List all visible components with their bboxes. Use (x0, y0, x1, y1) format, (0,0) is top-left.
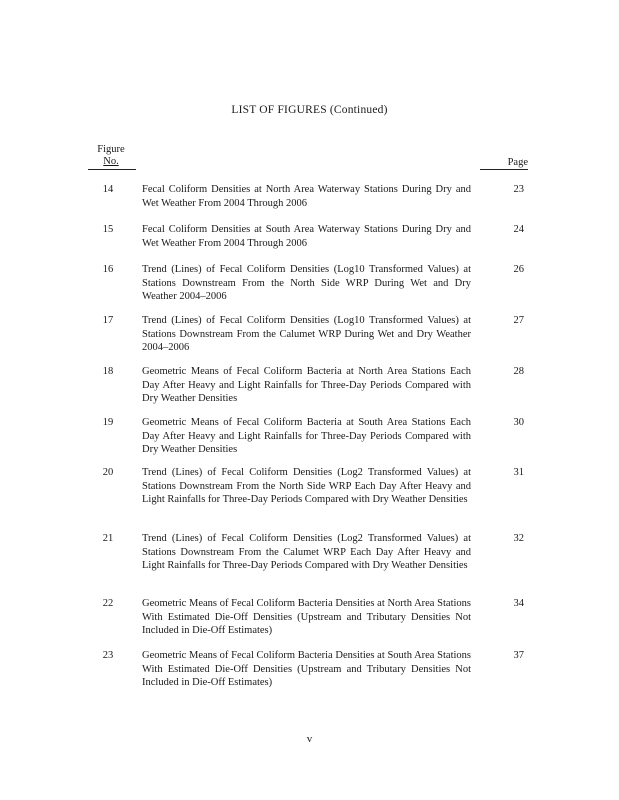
figure-header-bottom: No. (103, 156, 119, 167)
figure-caption: Trend (Lines) of Fecal Coliform Densities (Log10 Transformed Values) at Stations Downstream From the Calumet WRP During Wet and Dry Weather 2004–2006 (142, 315, 471, 353)
figure-caption: Fecal Coliform Densities at North Area Waterway Stations During Dry and Wet Weather From 2004 Through 2006 (142, 184, 471, 209)
figure-number: 22 (102, 598, 114, 609)
figure-caption: Geometric Means of Fecal Coliform Bacteria Densities at South Area Stations With Estimated Die-Off Densities (Upstream and Tributary Densities Not Included in Die-Off Estimates) (142, 650, 471, 688)
figure-number: 20 (102, 467, 114, 478)
figure-caption: Trend (Lines) of Fecal Coliform Densities (Log2 Transformed Values) at Stations Downstream From the North Side WRP Each Day After Heavy and Light Rainfalls for Three-Day Periods Compared with Dry Weather Densities (142, 467, 471, 505)
figure-header-top: Figure (97, 144, 125, 155)
figure-number-header (93, 144, 129, 168)
page-column-header: Page (480, 157, 528, 170)
figure-caption: Trend (Lines) of Fecal Coliform Densities (Log2 Transformed Values) at Stations Downstream From the Calumet WRP Each Day After Heavy and Light Rainfalls for Three-Day Periods Compared with Dry Weather Densities (142, 533, 471, 571)
figure-page-number: 30 (513, 417, 524, 428)
figure-caption: Fecal Coliform Densities at South Area Waterway Stations During Dry and Wet Weather From 2004 Through 2006 (142, 224, 471, 249)
figure-number: 15 (102, 224, 114, 235)
figure-caption: Geometric Means of Fecal Coliform Bacteria Densities at North Area Stations With Estimated Die-Off Densities (Upstream and Tributary Densities Not Included in Die-Off Estimates) (142, 598, 471, 636)
figure-page-number: 26 (513, 264, 524, 275)
figure-caption: Geometric Means of Fecal Coliform Bacteria at South Area Stations Each Day After Heavy and Light Rainfalls for Three-Day Periods Compared with Dry Weather Densities (142, 417, 471, 455)
figure-caption: Geometric Means of Fecal Coliform Bacteria at North Area Stations Each Day After Heavy and Light Rainfalls for Three-Day Periods Compared with Dry Weather Densities (142, 366, 471, 404)
figure-page-number: 24 (513, 224, 524, 235)
figure-page-number: 34 (513, 598, 524, 609)
figure-number: 17 (102, 315, 114, 326)
page-number: v (306, 733, 313, 745)
figure-number: 19 (102, 417, 114, 428)
figure-number: 23 (102, 650, 114, 661)
figure-page-number: 37 (513, 650, 524, 661)
figure-number: 16 (102, 264, 114, 275)
figure-page-number: 28 (513, 366, 524, 377)
figure-page-number: 32 (513, 533, 524, 544)
figure-page-number: 23 (513, 184, 524, 195)
figure-number: 21 (102, 533, 114, 544)
figure-header-rule (88, 169, 136, 170)
figure-page-number: 27 (513, 315, 524, 326)
page-title: LIST OF FIGURES (Continued) (231, 104, 388, 116)
figure-caption: Trend (Lines) of Fecal Coliform Densities (Log10 Transformed Values) at Stations Downstream From the North Side WRP During Wet and Dry Weather 2004–2006 (142, 264, 471, 302)
figure-number: 14 (102, 184, 114, 195)
figure-number: 18 (102, 366, 114, 377)
figure-page-number: 31 (513, 467, 524, 478)
